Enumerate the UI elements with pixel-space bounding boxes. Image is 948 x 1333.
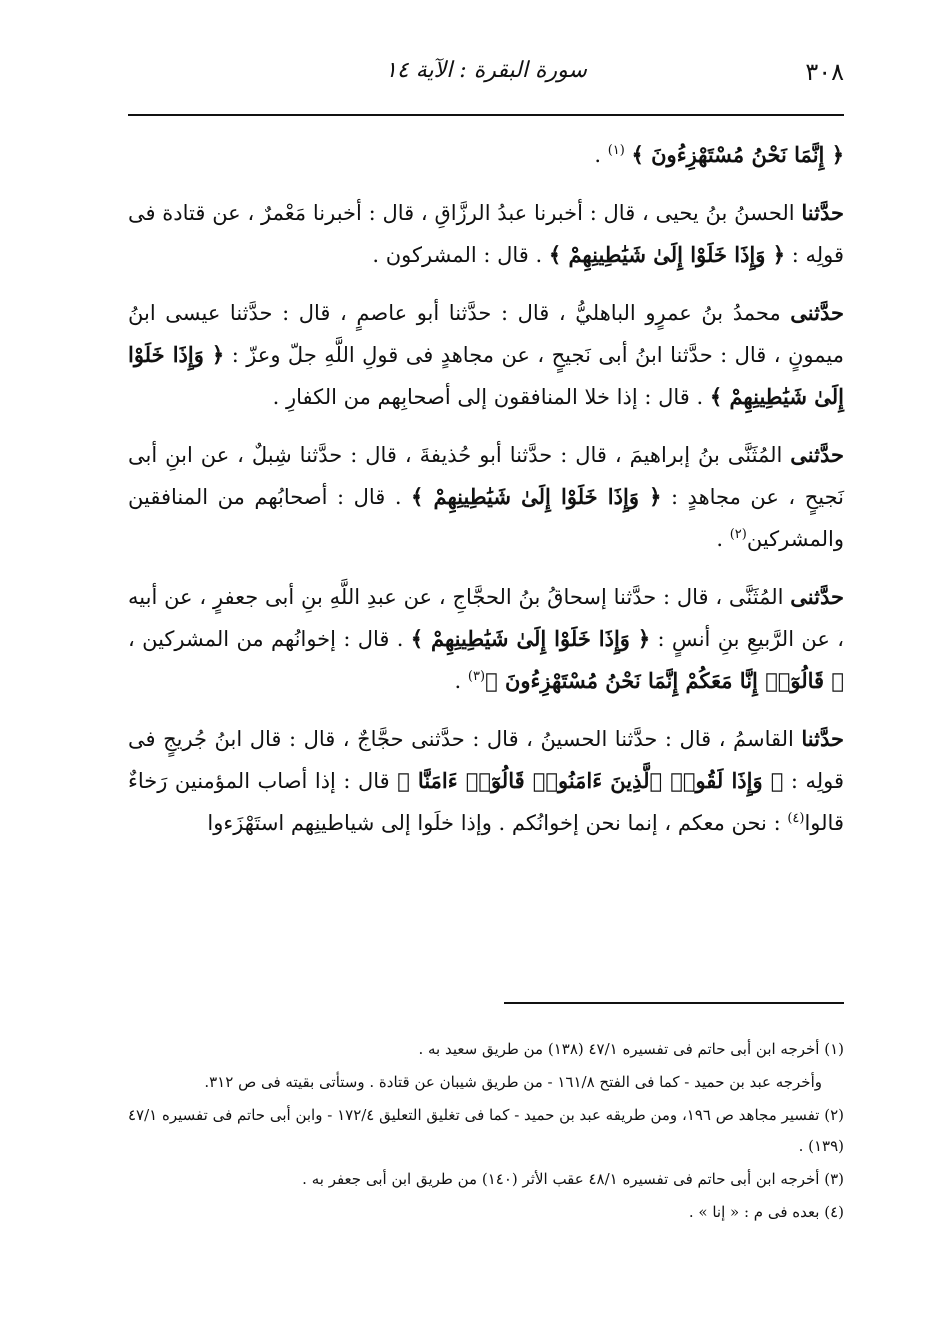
quran-verse: ﴿ إِنَّمَا نَحْنُ مُسْتَهْزِءُونَ ﴾ — [631, 142, 844, 167]
footnote-2: (٢) تفسير مجاهد ص ١٩٦، ومن طريقه عبد بن حميد - كما فى تغليق التعليق ١٧٢/٤ - وابن أبى حاتم فى تفسيره ٤٧/١ (١٣٩) . — [128, 1106, 845, 1155]
narration-paragraph — [128, 292, 844, 418]
footnote-divider — [504, 1002, 844, 1004]
narration-text: . قال : أصحابُهم من المنافقين والمشركين — [128, 485, 844, 551]
footnote-ref: (١) — [607, 143, 625, 158]
page-header — [128, 52, 844, 92]
footnotes — [128, 1034, 844, 1230]
narration-paragraph — [128, 192, 844, 276]
narration-lead: حدَّثنى — [790, 442, 844, 467]
quran-verse: ﴿ قَالُوٓا۟ إِنَّا مَعَكُمْ إِنَّمَا نَحْنُ مُسْتَهْزِءُونَ ﴾ — [485, 668, 844, 693]
main-text — [128, 134, 844, 860]
narration-text: قال : إذا أصاب المؤمنين رَخاءٌ قالوا — [128, 769, 844, 835]
narration-paragraph — [128, 576, 844, 702]
narration-text: القاسمُ ، قال : حدَّثنا الحسينُ ، قال : حدَّثنى حجَّاجٌ ، قال : قال ابنُ جُريجٍ فى قولِه : — [128, 727, 845, 793]
narration-text: . قال : إخوانُهم من المشركين ، — [128, 627, 404, 651]
quran-verse: ﴿ وَإِذَا لَقُوا۟ ٱلَّذِينَ ءَامَنُوا۟ قَالُوٓا۟ ءَامَنَّا ﴾ — [397, 768, 784, 793]
footnote-1: (١) أخرجه ابن أبى حاتم فى تفسيره ٤٧/١ (١٣٨) من طريق سعيد به . — [418, 1040, 844, 1058]
running-head: سورة البقرة : الآية ١٤ — [385, 58, 587, 83]
footnote-ref: (٢) — [729, 527, 747, 542]
quran-verse: ﴿ وَإِذَا خَلَوْا إِلَىٰ شَيَٰطِينِهِمْ ﴾ — [548, 242, 786, 267]
narration-text: . — [716, 527, 724, 551]
footnote-4: (٤) بعده فى م : « إنا » . — [688, 1203, 844, 1221]
footnote-ref: (٣) — [467, 669, 486, 684]
narration-text: . — [454, 669, 462, 693]
footnote-1-continuation: وأخرجه عبد بن حميد - كما فى الفتح ١٦١/٨ - من طريق شيبان عن قتادة . وستأتى بقيته فى ص ٣١٢. — [204, 1073, 822, 1091]
page — [128, 52, 845, 1221]
page-number: ٣٠٨ — [805, 58, 844, 86]
narration-text: محمدُ بنُ عمرٍو الباهليُّ ، قال : حدَّثنا أبو عاصمٍ ، قال : حدَّثنا عيسى ابنُ ميمونٍ ، قال : حدَّثنا ابنُ أبى نَجيحٍ ، عن مجاهدٍ فى قولِ اللَّهِ جلّ وعزّ : — [128, 301, 844, 367]
narration-lead: حدَّثنى — [790, 584, 844, 609]
narration-text: . قال : المشركون . — [372, 243, 543, 267]
narration-text: : نحن معكم ، إنما نحن إخوانُكم . وإذا خلَوا إلى شياطينِهم استَهْزَءوا — [207, 811, 781, 835]
narration-text: الحسنُ بنُ يحيى ، قال : أخبرنا عبدُ الرزَّاقِ ، قال : أخبرنا مَعْمرٌ ، عن قتادة فى قولِه : — [128, 201, 844, 267]
narration-paragraph — [128, 434, 844, 560]
footnote-ref: (٤) — [787, 811, 805, 826]
quran-verse: ﴿ وَإِذَا خَلَوْا إِلَىٰ شَيَٰطِينِهِمْ ﴾ — [411, 484, 662, 509]
narration-text: المُثَنَّى ، قال : حدَّثنا إسحاقُ بنُ الحجَّاجِ ، عن عبدِ اللَّهِ بنِ أبى جعفرٍ ، عن أبيه ، عن الرَّبيعِ بنِ أنسٍ : — [128, 585, 844, 651]
intro-verse-line — [128, 134, 844, 176]
header-divider — [128, 114, 844, 116]
narration-lead: حدَّثنا — [801, 200, 844, 225]
narration-text: المُثَنَّى بنُ إبراهيمَ ، قال : حدَّثنا أبو حُذيفةَ ، قال : حدَّثنا شِبلٌ ، عن ابنِ أبى نَجيحٍ ، عن مجاهدٍ : — [128, 443, 844, 509]
quran-verse: ﴿ وَإِذَا خَلَوْا إِلَىٰ شَيَٰطِينِهِمْ ﴾ — [410, 626, 651, 651]
footnote-3: (٣) أخرجه ابن أبى حاتم فى تفسيره ٤٨/١ عقب الأثر (١٤٠) من طريق ابن أبى جعفر به . — [302, 1170, 844, 1188]
narration-paragraph — [128, 718, 844, 844]
text: . — [594, 143, 601, 167]
narration-lead: حدَّثنا — [801, 726, 844, 751]
narration-lead: حدَّثنى — [790, 300, 844, 325]
narration-text: . قال : إذا خلا المنافقون إلى أصحابِهم من الكفارِ . — [272, 385, 704, 409]
quran-verse: ﴿ وَإِذَا خَلَوْا إِلَىٰ شَيَٰطِينِهِمْ ﴾ — [128, 342, 844, 409]
